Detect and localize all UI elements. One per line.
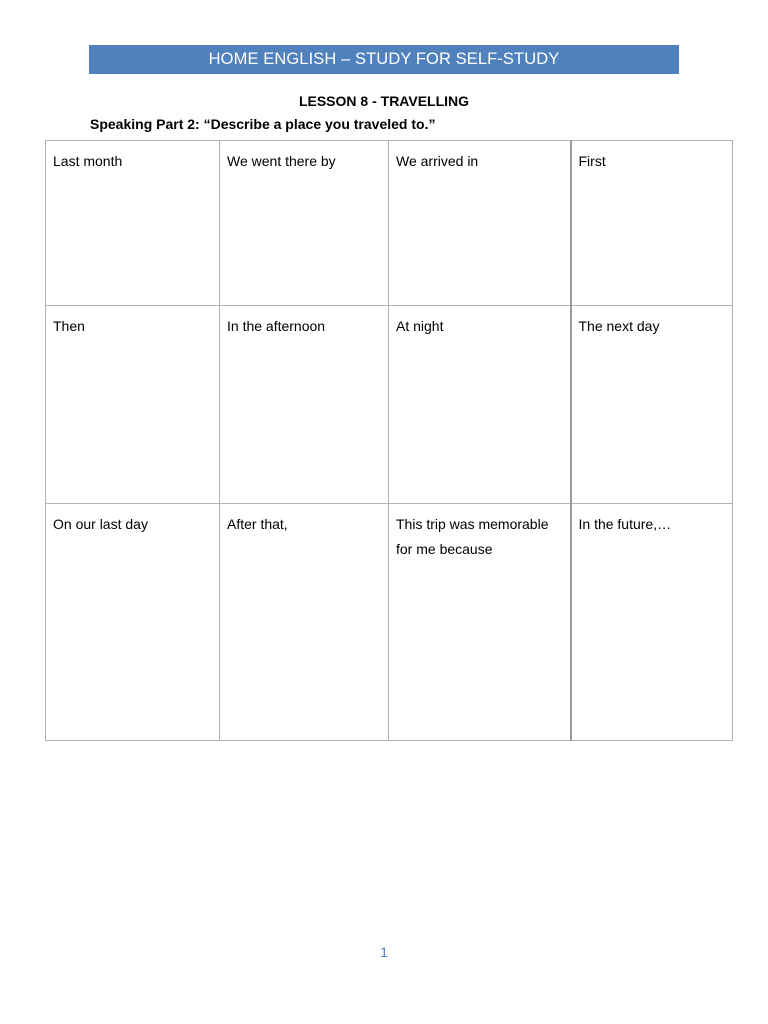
table-cell: This trip was memorable for me because	[389, 504, 571, 741]
table-cell: After that,	[220, 504, 389, 741]
lesson-title: LESSON 8 - TRAVELLING	[298, 93, 470, 109]
table-cell: We arrived in	[389, 141, 571, 306]
table-cell: At night	[389, 306, 571, 504]
table-row	[46, 504, 733, 741]
table-cell: Then	[46, 306, 220, 504]
table-cell: In the afternoon	[220, 306, 389, 504]
prompt-table	[45, 140, 733, 741]
table-cell: The next day	[571, 306, 733, 504]
document-header-banner: HOME ENGLISH – STUDY FOR SELF-STUDY	[89, 45, 679, 74]
table-cell: On our last day	[46, 504, 220, 741]
table-row	[46, 306, 733, 504]
table-cell: Last month	[46, 141, 220, 306]
speaking-prompt: Speaking Part 2: “Describe a place you traveled to.”	[90, 116, 436, 132]
table-cell: In the future,…	[571, 504, 733, 741]
page-number: 1	[380, 944, 388, 960]
table-cell: First	[571, 141, 733, 306]
table-cell: We went there by	[220, 141, 389, 306]
table-row	[46, 141, 733, 306]
